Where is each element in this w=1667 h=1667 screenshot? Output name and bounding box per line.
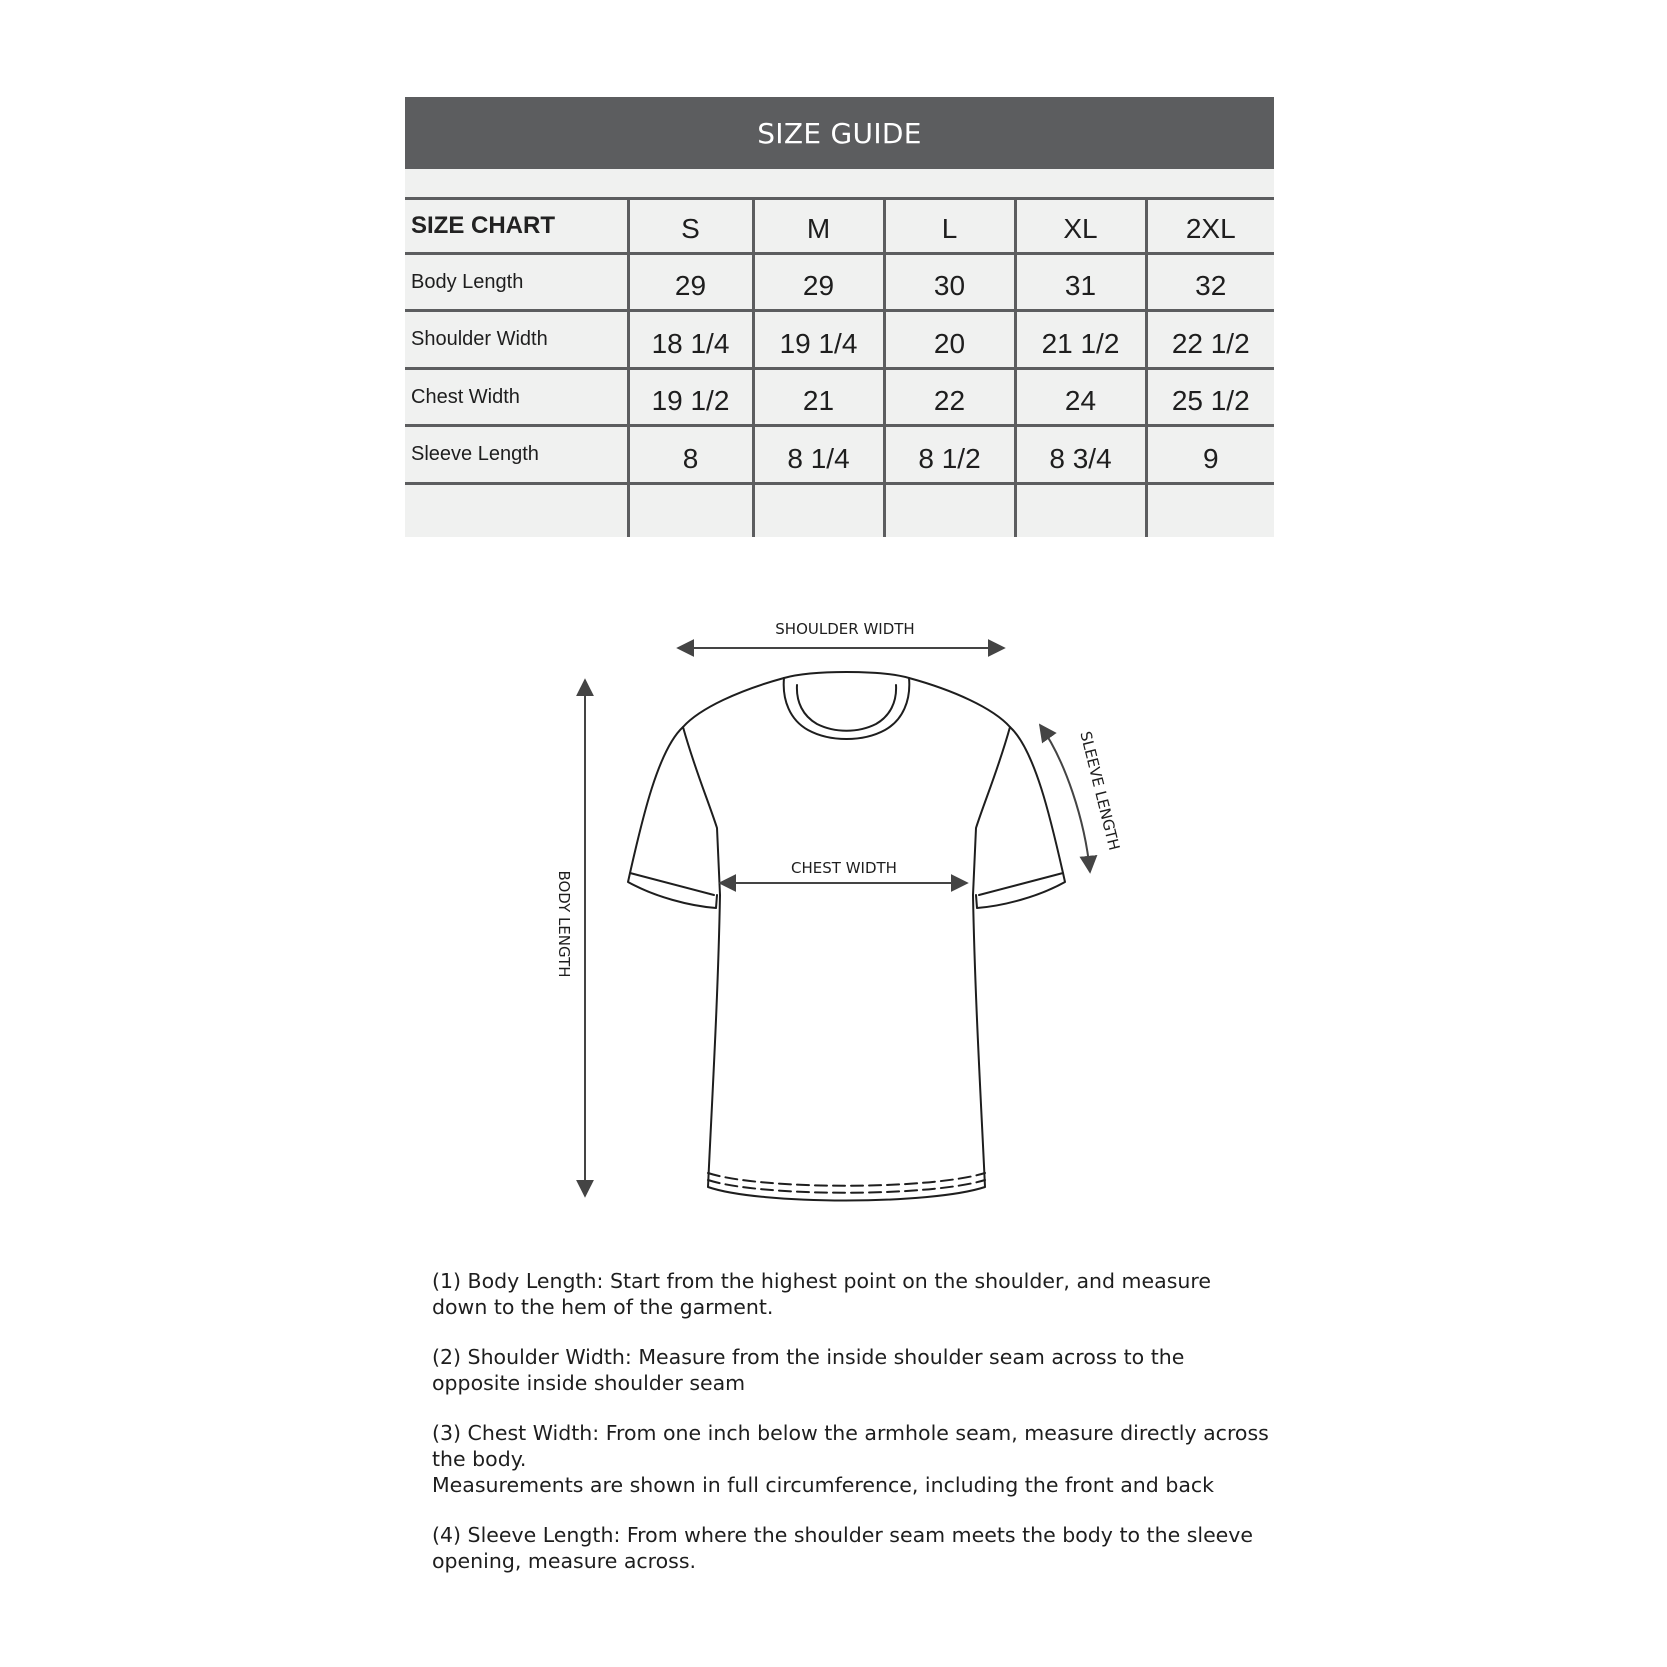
table-cell: 19 1/2 xyxy=(628,368,753,426)
table-cell: 32 xyxy=(1146,253,1274,311)
size-2xl: 2XL xyxy=(1146,199,1274,254)
note-sleeve-length: (4) Sleeve Length: From where the shoulder seam meets the body to the sleeve opening, measure across. xyxy=(432,1523,1254,1573)
table-cell: 9 xyxy=(1146,426,1274,484)
size-l: L xyxy=(884,199,1015,254)
tshirt-icon xyxy=(628,672,1065,1201)
table-cell: 22 1/2 xyxy=(1146,311,1274,369)
table-cell: 29 xyxy=(628,253,753,311)
table-cell: 25 1/2 xyxy=(1146,368,1274,426)
table-cell: 31 xyxy=(1015,253,1146,311)
table-cell: 8 1/2 xyxy=(884,426,1015,484)
note-body-length: (1) Body Length: Start from the highest point on the shoulder, and measure down to the hem of the garment. xyxy=(432,1269,1211,1319)
size-xl: XL xyxy=(1015,199,1146,254)
size-guide-title: SIZE GUIDE xyxy=(757,116,922,150)
row-label-chest-width: Chest Width xyxy=(405,368,628,426)
table-cell: 18 1/4 xyxy=(628,311,753,369)
table-cell: 20 xyxy=(884,311,1015,369)
row-label-sleeve-length: Sleeve Length xyxy=(405,426,628,484)
table-cell: 19 1/4 xyxy=(753,311,884,369)
table-cell: 8 3/4 xyxy=(1015,426,1146,484)
table-cell: 21 xyxy=(753,368,884,426)
shoulder-width-label: SHOULDER WIDTH xyxy=(775,620,915,638)
table-cell: 8 1/4 xyxy=(753,426,884,484)
note-shoulder-width: (2) Shoulder Width: Measure from the inside shoulder seam across to the opposite inside shoulder seam xyxy=(432,1345,1185,1395)
row-label-body-length: Body Length xyxy=(405,253,628,311)
table-cell: 29 xyxy=(753,253,884,311)
body-length-label: BODY LENGTH xyxy=(555,870,573,978)
table-cell: 24 xyxy=(1015,368,1146,426)
row-label-shoulder-width: Shoulder Width xyxy=(405,311,628,369)
size-s: S xyxy=(628,199,753,254)
table-cell: 30 xyxy=(884,253,1015,311)
size-m: M xyxy=(753,199,884,254)
size-chart-label: SIZE CHART xyxy=(405,199,628,254)
table-cell: 21 1/2 xyxy=(1015,311,1146,369)
table-cell: 8 xyxy=(628,426,753,484)
note-chest-width-main: (3) Chest Width: From one inch below the armhole seam, measure directly across the body. xyxy=(432,1421,1269,1471)
sleeve-length-label: SLEEVE LENGTH xyxy=(1076,729,1124,853)
measurement-notes xyxy=(432,1268,1272,1598)
table-cell: 22 xyxy=(884,368,1015,426)
chest-width-label: CHEST WIDTH xyxy=(791,859,897,877)
note-chest-width-extra: Measurements are shown in full circumference, including the front and back xyxy=(432,1473,1215,1497)
note-chest-width xyxy=(432,1420,1272,1498)
